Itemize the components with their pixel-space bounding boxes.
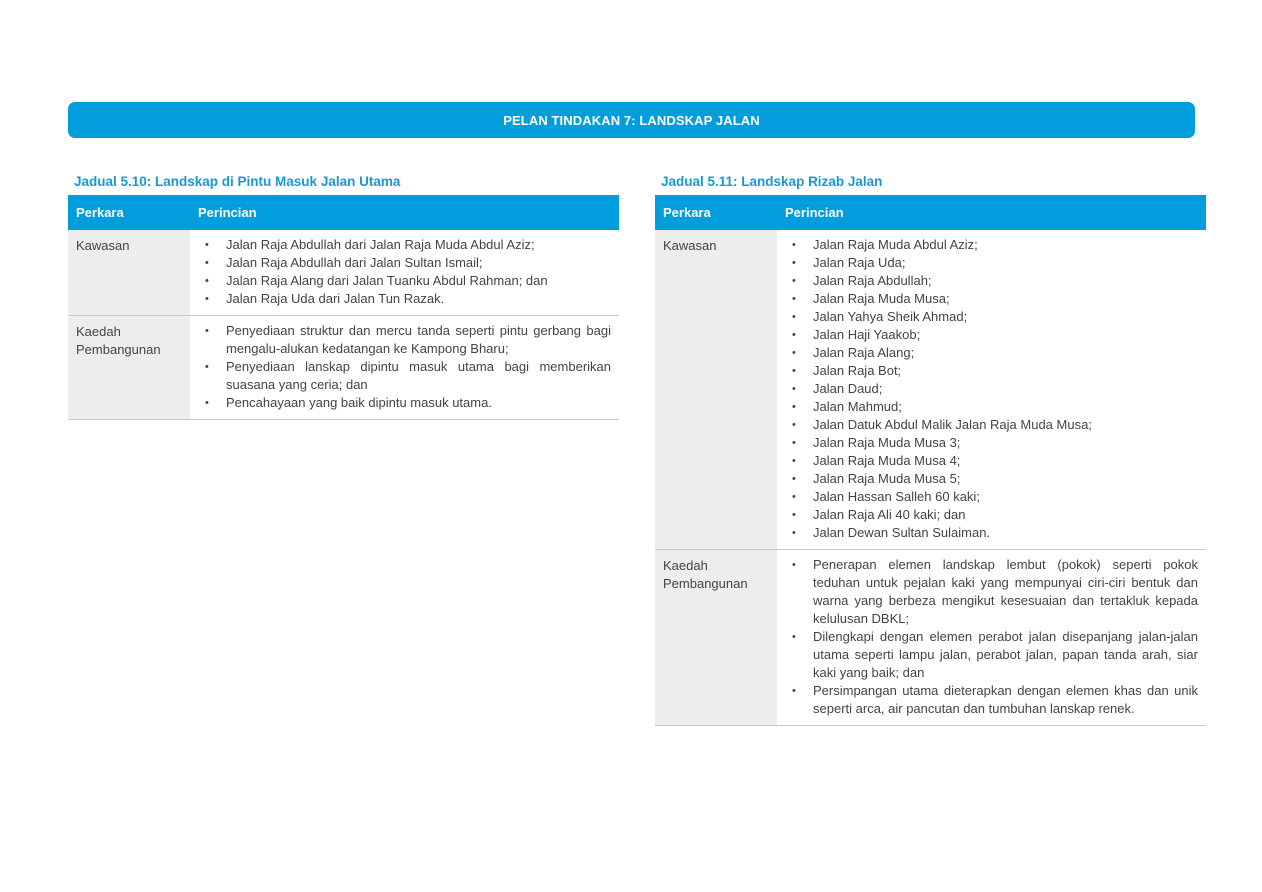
list-item-text: Jalan Raja Alang; [813, 345, 915, 360]
bullet-list [198, 322, 611, 412]
list-item-text: Jalan Raja Uda; [813, 255, 906, 270]
bullet-list [785, 556, 1198, 718]
list-item [785, 272, 1198, 290]
list-item-text: Jalan Raja Muda Musa; [813, 291, 950, 306]
bullet-list [198, 236, 611, 308]
bullet-icon: • [792, 559, 796, 571]
list-item [785, 434, 1198, 452]
details-table [655, 195, 1206, 726]
list-item [785, 506, 1198, 524]
bullet-icon: • [205, 397, 209, 409]
list-item-text: Jalan Yahya Sheik Ahmad; [813, 309, 968, 324]
list-item-text: Jalan Raja Alang dari Jalan Tuanku Abdul Rahman; dan [226, 273, 548, 288]
list-item [785, 398, 1198, 416]
bullet-list [785, 236, 1198, 542]
table-caption: Jadual 5.10: Landskap di Pintu Masuk Jalan Utama [74, 174, 401, 189]
list-item [198, 322, 611, 358]
bullet-icon: • [792, 509, 796, 521]
list-item [785, 682, 1198, 718]
list-item [785, 380, 1198, 398]
list-item [785, 254, 1198, 272]
list-item-text: Penyediaan lanskap dipintu masuk utama bagi memberikan suasana yang ceria; dan [226, 359, 611, 392]
table-caption: Jadual 5.11: Landskap Rizab Jalan [661, 174, 883, 189]
table-5-10 [68, 173, 619, 420]
list-item-text: Penerapan elemen landskap lembut (pokok) seperti pokok teduhan untuk pejalan kaki yang mempunyai ciri-ciri bentuk dan warna yang berbeza mengikut kesesuaian dan tertakluk kepada kelulusan DBKL; [813, 557, 1198, 626]
bullet-icon: • [792, 257, 796, 269]
bullet-icon: • [205, 275, 209, 287]
list-item-text: Jalan Haji Yaakob; [813, 327, 921, 342]
bullet-icon: • [792, 419, 796, 431]
header-perkara: Perkara [68, 195, 190, 230]
list-item [198, 236, 611, 254]
banner-title: PELAN TINDAKAN 7: LANDSKAP JALAN [503, 112, 760, 128]
row-details [190, 230, 619, 316]
table-row [68, 316, 619, 420]
list-item-text: Jalan Hassan Salleh 60 kaki; [813, 489, 980, 504]
list-item-text: Jalan Raja Muda Musa 3; [813, 435, 961, 450]
list-item-text: Jalan Raja Abdullah dari Jalan Sultan Ismail; [226, 255, 483, 270]
bullet-icon: • [792, 401, 796, 413]
list-item [198, 272, 611, 290]
list-item [785, 488, 1198, 506]
table-row [68, 230, 619, 316]
list-item [198, 394, 611, 412]
row-details [777, 230, 1206, 550]
list-item [785, 344, 1198, 362]
list-item-text: Jalan Raja Ali 40 kaki; dan [813, 507, 966, 522]
list-item-text: Jalan Raja Abdullah; [813, 273, 932, 288]
bullet-icon: • [205, 361, 209, 373]
list-item-text: Jalan Raja Uda dari Jalan Tun Razak. [226, 291, 445, 306]
list-item-text: Jalan Raja Muda Musa 4; [813, 453, 961, 468]
row-label: Kaedah Pembangunan [655, 550, 777, 726]
row-label: Kawasan [655, 230, 777, 550]
bullet-icon: • [205, 239, 209, 251]
bullet-icon: • [792, 455, 796, 467]
bullet-icon: • [792, 491, 796, 503]
list-item [785, 556, 1198, 628]
bullet-icon: • [792, 685, 796, 697]
list-item [785, 452, 1198, 470]
header-perincian: Perincian [190, 195, 619, 230]
bullet-icon: • [792, 239, 796, 251]
table-row [655, 230, 1206, 550]
table-row [655, 550, 1206, 726]
bullet-icon: • [205, 293, 209, 305]
list-item [785, 290, 1198, 308]
bullet-icon: • [792, 383, 796, 395]
list-item-text: Jalan Raja Muda Musa 5; [813, 471, 961, 486]
details-table [68, 195, 619, 420]
bullet-icon: • [205, 257, 209, 269]
list-item [785, 470, 1198, 488]
list-item [198, 290, 611, 308]
row-label: Kawasan [68, 230, 190, 316]
list-item-text: Jalan Raja Muda Abdul Aziz; [813, 237, 978, 252]
bullet-icon: • [792, 365, 796, 377]
row-label: Kaedah Pembangunan [68, 316, 190, 420]
list-item [198, 254, 611, 272]
list-item [198, 358, 611, 394]
action-plan-banner [68, 102, 1195, 138]
row-details [777, 550, 1206, 726]
row-details [190, 316, 619, 420]
bullet-icon: • [792, 527, 796, 539]
bullet-icon: • [792, 275, 796, 287]
list-item-text: Penyediaan struktur dan mercu tanda seperti pintu gerbang bagi mengalu-alukan kedatangan ke Kampong Bharu; [226, 323, 611, 356]
list-item-text: Jalan Daud; [813, 381, 883, 396]
list-item-text: Pencahayaan yang baik dipintu masuk utama. [226, 395, 492, 410]
bullet-icon: • [792, 473, 796, 485]
table-5-11 [655, 173, 1206, 726]
list-item-text: Jalan Raja Abdullah dari Jalan Raja Muda Abdul Aziz; [226, 237, 535, 252]
bullet-icon: • [792, 437, 796, 449]
bullet-icon: • [792, 293, 796, 305]
list-item-text: Jalan Dewan Sultan Sulaiman. [813, 525, 991, 540]
table-header-row [655, 195, 1206, 230]
list-item-text: Jalan Mahmud; [813, 399, 902, 414]
list-item [785, 628, 1198, 682]
list-item-text: Jalan Datuk Abdul Malik Jalan Raja Muda Musa; [813, 417, 1092, 432]
bullet-icon: • [792, 329, 796, 341]
list-item [785, 524, 1198, 542]
list-item [785, 326, 1198, 344]
list-item [785, 362, 1198, 380]
list-item-text: Persimpangan utama dieterapkan dengan elemen khas dan unik seperti arca, air pancutan dan tumbuhan lanskap renek. [813, 683, 1198, 716]
header-perincian: Perincian [777, 195, 1206, 230]
list-item-text: Jalan Raja Bot; [813, 363, 902, 378]
table-header-row [68, 195, 619, 230]
list-item [785, 236, 1198, 254]
bullet-icon: • [792, 631, 796, 643]
list-item [785, 416, 1198, 434]
bullet-icon: • [792, 311, 796, 323]
bullet-icon: • [792, 347, 796, 359]
bullet-icon: • [205, 325, 209, 337]
header-perkara: Perkara [655, 195, 777, 230]
list-item [785, 308, 1198, 326]
list-item-text: Dilengkapi dengan elemen perabot jalan disepanjang jalan-jalan utama seperti lampu jalan, perabot jalan, papan tanda arah, siar kaki yang baik; dan [813, 629, 1198, 680]
